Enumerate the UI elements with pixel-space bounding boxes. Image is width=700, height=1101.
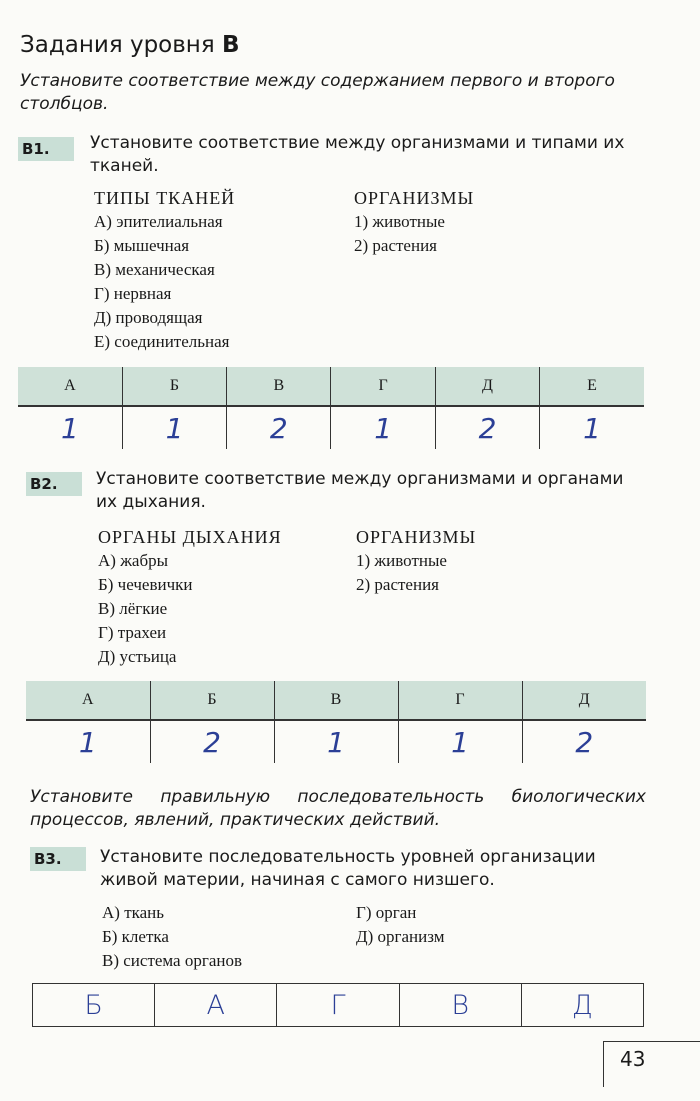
b2-col-header: В: [274, 681, 398, 720]
b1-left-item: Е) соединительная: [94, 332, 230, 351]
b2-right-item: 1) животные: [356, 551, 447, 570]
b3-answer-cell[interactable]: Г: [277, 984, 399, 1027]
b2-answer-cell[interactable]: 2: [575, 725, 594, 759]
page-number: 43: [620, 1047, 646, 1071]
b1-answer-cell[interactable]: 1: [122, 406, 226, 449]
badge-b3: В3.: [30, 847, 86, 871]
b1-left-item: Г) нервная: [94, 284, 172, 303]
b1-left-item: В) механическая: [94, 260, 215, 279]
b2-left-column: [98, 525, 282, 669]
b1-answer-cell[interactable]: 1: [331, 406, 435, 449]
b1-left-item: Д) проводящая: [94, 308, 203, 327]
b2-col-header: Д: [522, 681, 646, 720]
b3-answer-cell[interactable]: А: [155, 984, 277, 1027]
b1-right-item: 1) животные: [354, 212, 445, 231]
b1-col-header: В: [227, 367, 331, 406]
b1-right-header: ОРГАНИЗМЫ: [354, 188, 475, 208]
b1-col-header: А: [18, 367, 122, 406]
b3-item: А) ткань: [102, 903, 165, 922]
instruction-sequence: Установите правильную последовательность биологических процессов, явлений, практических действий.: [30, 787, 646, 830]
b2-left-item: В) лёгкие: [98, 599, 168, 618]
b2-col-header: Г: [398, 681, 522, 720]
b1-col-header: Б: [122, 367, 226, 406]
b2-left-item: Д) устьица: [98, 647, 177, 666]
b3-answer-table: [32, 983, 644, 1027]
b2-col-header: Б: [150, 681, 274, 720]
b2-left-item: Б) чечевички: [98, 575, 193, 594]
b3-answer-cell[interactable]: В: [399, 984, 521, 1027]
b1-left-item: Б) мышечная: [94, 236, 190, 255]
page-number-frame: [603, 1041, 700, 1087]
b1-left-item: А) эпителиальная: [94, 212, 223, 231]
b2-left-item: Г) трахеи: [98, 623, 167, 642]
b2-col-header: А: [26, 681, 150, 720]
b1-question: Установите соответствие между организмами и типами их тканей.: [90, 133, 625, 176]
b3-item: Г) орган: [356, 903, 417, 922]
badge-b1: В1.: [18, 137, 74, 161]
badge-b2: В2.: [26, 472, 82, 496]
b2-left-item: А) жабры: [98, 551, 169, 570]
b2-answer-cell[interactable]: 2: [150, 720, 274, 763]
b2-answer-table: [26, 681, 646, 763]
b1-right-item: 2) растения: [354, 236, 437, 255]
b2-right-header: ОРГАНИЗМЫ: [356, 527, 477, 547]
b1-col-header: Е: [540, 367, 644, 406]
b2-left-header: ОРГАНЫ ДЫХАНИЯ: [98, 527, 282, 547]
b1-answer-cell[interactable]: 2: [227, 406, 331, 449]
b1-answer-cell[interactable]: 1: [583, 411, 601, 445]
b2-question: Установите соответствие между организмами и органами их дыхания.: [96, 469, 624, 512]
section-heading: Задания уровня В: [20, 32, 240, 58]
b3-item: Б) клетка: [102, 927, 169, 946]
b3-left-column: [102, 901, 242, 973]
b3-answer-cell[interactable]: Д: [571, 989, 593, 1021]
b2-answer-cell[interactable]: 1: [274, 720, 398, 763]
b2-right-item: 2) растения: [356, 575, 439, 594]
b1-answer-table: [18, 367, 644, 449]
b3-item: В) система органов: [102, 951, 242, 970]
instruction-match: Установите соответствие между содержанием первого и второго столбцов.: [20, 71, 615, 114]
b1-left-header: ТИПЫ ТКАНЕЙ: [94, 188, 236, 208]
b2-right-column: [356, 525, 476, 597]
b1-answer-cell[interactable]: 2: [435, 406, 539, 449]
b2-answer-cell[interactable]: 1: [398, 720, 522, 763]
b3-item: Д) организм: [356, 927, 445, 946]
b1-col-header: Г: [331, 367, 435, 406]
b2-answer-cell[interactable]: 1: [26, 720, 150, 763]
b3-right-column: [356, 901, 444, 949]
b1-col-header: Д: [435, 367, 539, 406]
b1-answer-cell[interactable]: 1: [18, 406, 122, 449]
b3-question: Установите последовательность уровней организации живой материи, начиная с самого низшего.: [100, 847, 596, 890]
b3-answer-cell[interactable]: Б: [33, 984, 155, 1027]
b1-right-column: [354, 186, 474, 258]
b1-left-column: [94, 186, 235, 354]
